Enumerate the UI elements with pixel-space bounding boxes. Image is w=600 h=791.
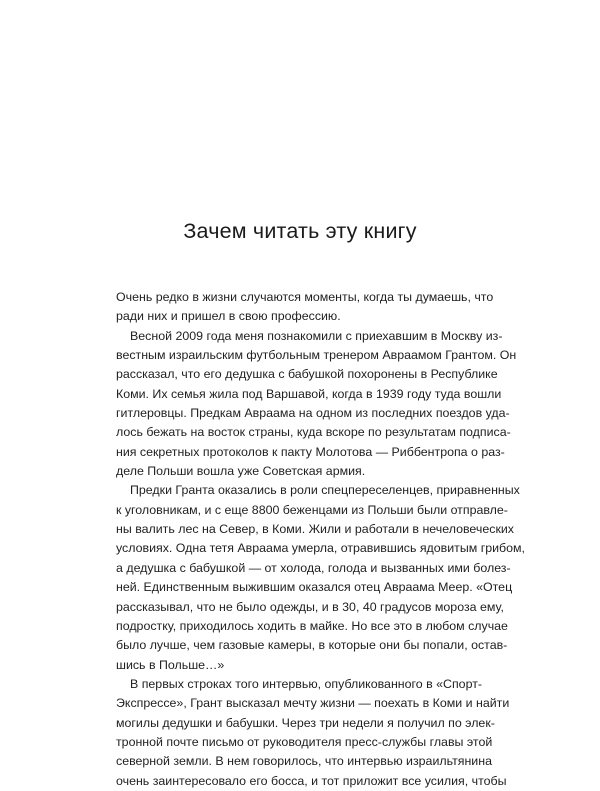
paragraph xyxy=(116,327,517,482)
chapter-body-text xyxy=(116,288,526,791)
text-line: лось бежать на восток страны, куда вскоре по результатам подписа- xyxy=(116,425,511,440)
text-line: рассказал, что его дедушка с бабушкой похоронены в Республике xyxy=(116,367,498,382)
text-line: подростку, приходилось ходить в майке. Но все это в любом случае xyxy=(116,618,508,633)
text-line: Очень редко в жизни случаются моменты, когда ты думаешь, что xyxy=(116,290,494,304)
text-line: а дедушка с бабушкой — от холода, голода и вызванных ими болез- xyxy=(116,560,511,575)
text-line: ней. Единственным выжившим оказался отец Авраама Меер. «Отец xyxy=(116,580,513,595)
text-line: Предки Гранта оказались в роли спецпереселенцев, приравненных xyxy=(130,483,520,498)
text-line: гитлеровцы. Предкам Авраама на одном из последних поездов уда- xyxy=(116,406,510,421)
text-line: к уголовникам, и с еще 8800 беженцами из Польши были отправле- xyxy=(116,502,508,517)
text-line: Весной 2009 года меня познакомили с приехавшим в Москву из- xyxy=(130,328,503,343)
paragraph xyxy=(116,675,510,791)
text-line: могилы дедушки и бабушки. Через три недели я получил по элек- xyxy=(116,715,495,730)
text-line: рассказывал, что не было одежды, и в 30, 40 градусов мороза ему, xyxy=(116,599,504,614)
text-line: северной земли. В нем говорилось, что интервью израильтянина xyxy=(116,754,492,769)
text-line: Экспрессе», Грант высказал мечту жизни — поехать в Коми и найти xyxy=(116,696,510,711)
text-line: очень заинтересовало его босса, и тот приложит все усилия, чтобы xyxy=(116,773,507,788)
text-line: шись в Польше…» xyxy=(116,657,225,672)
text-line: деле Польши вошла уже Советская армия. xyxy=(116,464,366,479)
text-line: тронной почте письмо от руководителя пресс-службы главы этой xyxy=(116,734,493,749)
text-line: ны валить лес на Север, в Коми. Жили и работали в нечеловеческих xyxy=(116,522,514,537)
text-line: ния секретных протоколов к пакту Молотова — Риббентропа о раз- xyxy=(116,444,505,459)
text-line: было лучше, чем газовые камеры, в которые они бы попали, остав- xyxy=(116,638,508,653)
paragraph xyxy=(116,481,526,674)
chapter-title: Зачем читать эту книгу xyxy=(183,219,417,243)
text-line: вестным израильским футбольным тренером Авраамом Грантом. Он xyxy=(116,348,517,363)
text-line: условиях. Одна тетя Авраама умерла, отравившись ядовитым грибом, xyxy=(116,541,526,556)
text-line: В первых строках того интервью, опубликованного в «Спорт- xyxy=(130,676,482,691)
paragraph xyxy=(116,288,494,327)
text-line: ради них и пришел в свою профессию. xyxy=(116,309,341,324)
text-line: Коми. Их семья жила под Варшавой, когда в 1939 году туда вошли xyxy=(116,386,502,401)
